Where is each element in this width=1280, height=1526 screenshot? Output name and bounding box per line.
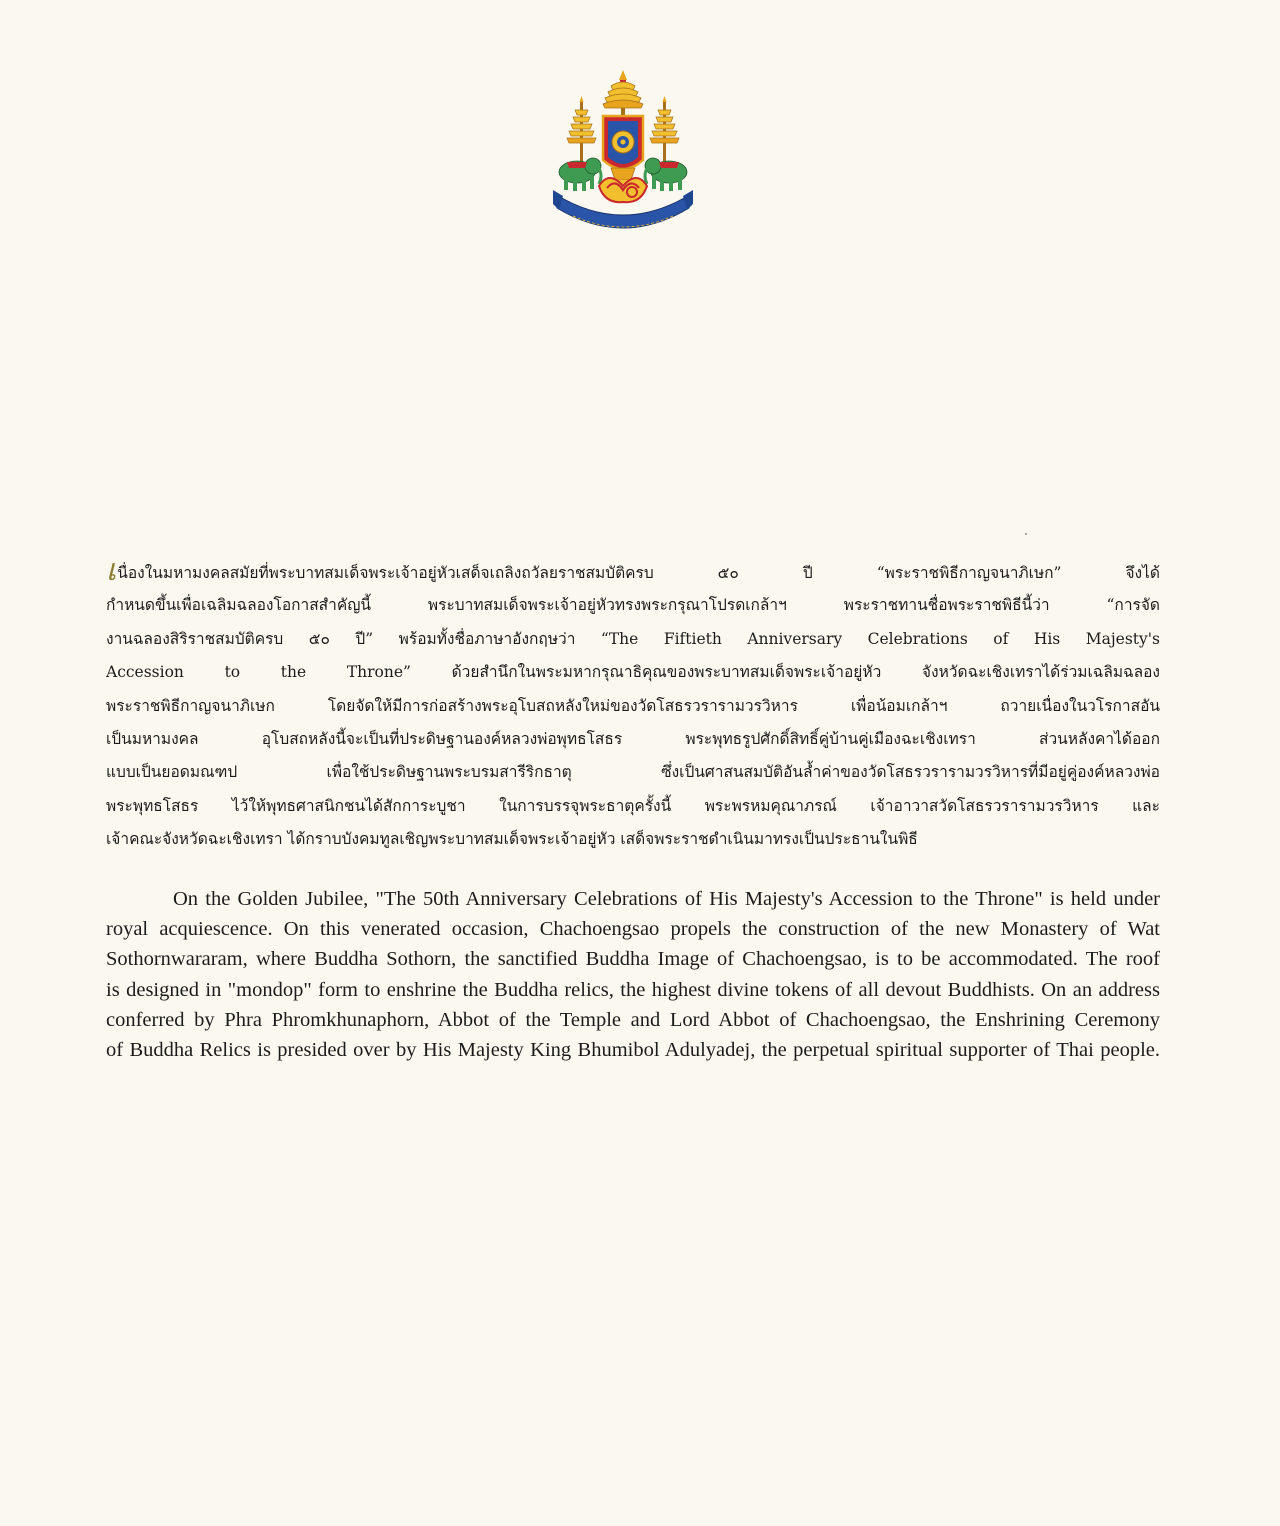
right-elephant-icon — [645, 158, 687, 191]
paper-speck — [1025, 533, 1027, 535]
english-paragraph — [106, 884, 1160, 1065]
thai-line-6: เป็นมหามงคล อุโบสถหลังนี้จะเป็นที่ประดิษฐานองค์หลวงพ่อพุทธโสธร พระพุทธรูปศักดิ์สิทธิ์คู่บ้านคู่เมืองฉะเชิงเทรา ส่วนหลังคาได้ออก — [106, 729, 1160, 748]
english-line-2: royal acquiescence. On this venerated occasion, Chachoengsao propels the construction of the new Monastery of Wat — [106, 918, 1160, 941]
central-medallion-icon — [603, 116, 643, 169]
thai-line-1 — [106, 556, 1160, 589]
thai-line-1-text: นื่องในมหามงคลสมัยที่พระบาทสมเด็จพระเจ้าอยู่หัวเสด็จเถลิงถวัลยราชสมบัติครบ ๕๐ ปี “พระราชพิธีกาญจนาภิเษก” จึงได้ — [117, 564, 1160, 582]
drop-cap: เ — [106, 556, 117, 588]
english-line-5: conferred by Phra Phromkhunaphorn, Abbot of the Temple and Lord Abbot of Chachoengsao, the Enshrining Ceremony — [106, 1008, 1160, 1031]
left-elephant-icon — [559, 158, 601, 191]
thai-line-7: แบบเป็นยอดมณฑป เพื่อใช้ประดิษฐานพระบรมสารีริกธาตุ ซึ่งเป็นศาสนสมบัติอันล้ำค่าของวัดโสธรวรารามวรวิหารที่มีอยู่คู่องค์หลวงพ่อ — [106, 763, 1160, 782]
golden-jubilee-emblem-icon — [553, 68, 693, 242]
thai-line-2: กำหนดขึ้นเพื่อเฉลิมฉลองโอกาสสำคัญนี้ พระบาทสมเด็จพระเจ้าอยู่หัวทรงพระกรุณาโปรดเกล้าฯ พระราชทานชื่อพระราชพิธีนี้ว่า “การจัด — [106, 596, 1160, 615]
thai-line-3: งานฉลองสิริราชสมบัติครบ ๕๐ ปี” พร้อมทั้งชื่อภาษาอังกฤษว่า “The Fiftieth Anniversary Celebrations of His Majesty's — [106, 629, 1160, 648]
english-line-1: On the Golden Jubilee, "The 50th Anniversary Celebrations of His Majesty's Accession to the Throne" is held under — [173, 888, 1160, 910]
thai-line-4: Accession to the Throne” ด้วยสำนึกในพระมหากรุณาธิคุณของพระบาทสมเด็จพระเจ้าอยู่หัว จังหวัดฉะเชิงเทราได้ร่วมเฉลิมฉลอง — [106, 663, 1160, 682]
right-umbrella-icon — [650, 96, 679, 164]
thai-paragraph — [106, 556, 1160, 857]
english-line-4: is designed in "mondop" form to enshrine the Buddha relics, the highest divine tokens of all devout Buddhists. On an address — [106, 978, 1160, 1001]
left-umbrella-icon — [567, 96, 596, 164]
thai-line-9: เจ้าคณะจังหวัดฉะเชิงเทรา ได้กราบบังคมทูลเชิญพระบาทสมเด็จพระเจ้าอยู่หัว เสด็จพระราชดำเนินมาทรงเป็นประธานในพิธี — [106, 830, 918, 849]
thai-line-8: พระพุทธโสธร ไว้ให้พุทธศาสนิกชนได้สักการะบูชา ในการบรรจุพระธาตุครั้งนี้ พระพรหมคุณาภรณ์ เจ้าอาวาสวัดโสธรวรารามวรวิหาร และ — [106, 796, 1160, 815]
english-line-6: of Buddha Relics is presided over by His Majesty King Bhumibol Adulyadej, the perpetual spiritual supporter of Thai people. — [106, 1038, 1160, 1061]
thai-line-5: พระราชพิธีกาญจนาภิเษก โดยจัดให้มีการก่อสร้างพระอุโบสถหลังใหม่ของวัดโสธรวรารามวรวิหาร เพื่อน้อมเกล้าฯ ถวายเนื่องในวโรกาสอัน — [106, 696, 1160, 715]
english-line-3: Sothornwararam, where Buddha Sothorn, the sanctified Buddha Image of Chachoengsao, is to be accommodated. The roof — [106, 948, 1160, 971]
central-spire-icon — [603, 70, 643, 116]
